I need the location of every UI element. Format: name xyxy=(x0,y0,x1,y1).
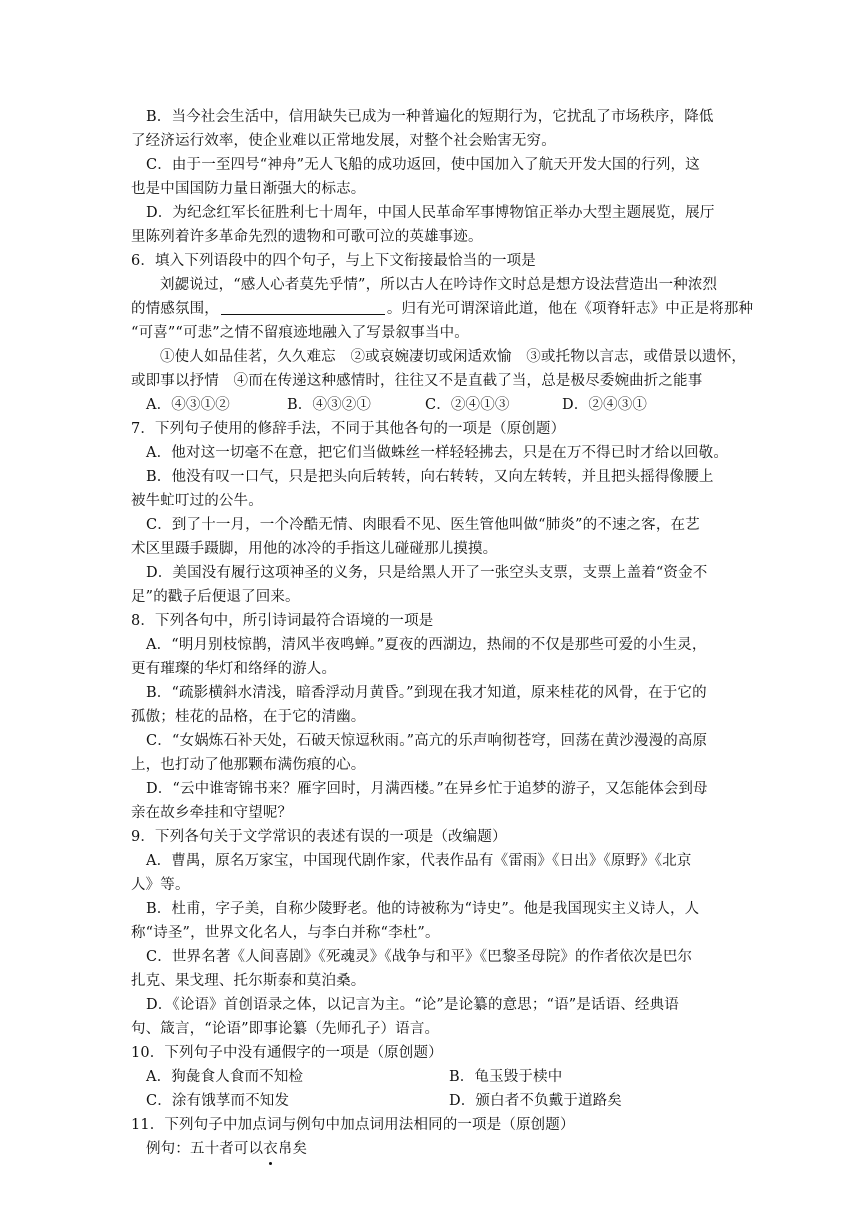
example-text: 帛矣 xyxy=(277,1141,308,1157)
q6-stem: 6．填入下列语段中的四个句子，与上下文衔接最恰当的一项是 xyxy=(131,253,536,269)
answer-blank xyxy=(221,300,385,315)
q6-passage-line1: 刘勰说过，“感人心者莫先乎情”，所以古人在吟诗作文时总是想方设法营造出一种浓烈 xyxy=(160,277,718,293)
q8-option-d-line1: D．“云中谁寄锦书来？雁字回时，月满西楼。”在异乡忙于追梦的游子，又怎能体会到母 xyxy=(146,781,708,797)
q8-stem: 8．下列各句中，所引诗词最符合语境的一项是 xyxy=(131,613,434,629)
q6-option-d: D．②④③① xyxy=(562,397,648,413)
q8-option-b-line1: B．“疏影横斜水清浅，暗香浮动月黄昏。”到现在我才知道，原来桂花的风骨，在于它的 xyxy=(146,685,707,701)
q7-option-b-line2: 被牛虻叮过的公牛。 xyxy=(131,493,263,509)
dotted-word: 衣 xyxy=(263,1141,278,1157)
q5-option-c-line1: C．由于一至四号“神舟”无人飞船的成功返回，使中国加入了航天开发大国的行列，这 xyxy=(146,157,700,173)
q6-sentences-line1: ①使人如品佳茗，久久难忘 ②或哀婉凄切或闲适欢愉 ③或托物以言志，或借景以遗怀， xyxy=(160,349,746,365)
q6-option-a: A．④③①② xyxy=(146,397,230,413)
q8-option-d-line2: 亲在故乡牵挂和守望呢？ xyxy=(131,805,293,821)
q7-stem: 7．下列句子使用的修辞手法，不同于其他各句的一项是（原创题） xyxy=(131,421,566,437)
q10-option-c: C．涂有饿莩而不知发 xyxy=(146,1093,290,1109)
q8-option-a-line2: 更有璀璨的华灯和络绎的游人。 xyxy=(131,661,337,677)
q7-option-c-line2: 术区里蹑手蹑脚，用他的冰冷的手指这儿碰碰那儿摸摸。 xyxy=(131,541,498,557)
q9-option-c-line1: C．世界名著《人间喜剧》《死魂灵》《战争与和平》《巴黎圣母院》的作者依次是巴尔 xyxy=(146,949,693,965)
q5-option-b-line2: 了经济运行效率，使企业难以正常地发展，对整个社会贻害无穷。 xyxy=(131,133,556,149)
q8-option-c-line1: C．“女娲炼石补天处，石破天惊逗秋雨。”高亢的乐声响彻苍穹，回荡在黄沙漫漫的高原 xyxy=(146,733,708,749)
q5-option-c-line2: 也是中国国防力量日渐强大的标志。 xyxy=(131,181,366,197)
q9-option-b-line2: 称“诗圣”，世界文化名人，与李白并称“李杜”。 xyxy=(131,925,440,941)
q5-option-d-line1: D．为纪念红军长征胜利七十周年，中国人民革命军事博物馆正举办大型主题展览，展厅 xyxy=(146,205,715,221)
q9-stem: 9．下列各句关于文学常识的表述有误的一项是（改编题） xyxy=(131,829,507,845)
q11-example xyxy=(146,1139,307,1159)
q6-passage-line3: “可喜”“可悲”之情不留痕迹地融入了写景叙事当中。 xyxy=(131,325,469,341)
q7-option-a: A．他对这一切毫不在意，把它们当做蛛丝一样轻轻拂去，只是在万不得已时才给以回敬。 xyxy=(146,445,728,461)
q6-option-b: B．④③②① xyxy=(287,397,372,413)
q10-option-b: B．龟玉毁于椟中 xyxy=(449,1069,563,1085)
q6-option-c: C．②④①③ xyxy=(425,397,510,413)
q9-option-b-line1: B．杜甫，字子美，自称少陵野老。他的诗被称为“诗史”。他是我国现实主义诗人，人 xyxy=(146,901,700,917)
q8-option-c-line2: 上，也打动了他那颗布满伤痕的心。 xyxy=(131,757,366,773)
example-text: 例句：五十者可以 xyxy=(146,1141,264,1157)
q9-option-a-line1: A．曹禺，原名万家宝，中国现代剧作家，代表作品有《雷雨》《日出》《原野》《北京 xyxy=(146,853,692,869)
q5-option-d-line2: 里陈列着许多革命先烈的遗物和可歌可泣的英雄事迹。 xyxy=(131,229,483,245)
q8-option-a-line1: A．“明月别枝惊鹊，清风半夜鸣蝉。”夏夜的西湖边，热闹的不仅是那些可爱的小生灵， xyxy=(146,637,707,653)
q10-stem: 10．下列句子中没有通假字的一项是（原创题） xyxy=(131,1045,443,1061)
q11-stem: 11．下列句子中加点词与例句中加点词用法相同的一项是（原创题） xyxy=(131,1117,575,1133)
q9-option-d-line2: 句、箴言，“论语”即事论纂（先师孔子）语言。 xyxy=(131,1021,440,1037)
q7-option-d-line1: D．美国没有履行这项神圣的义务，只是给黑人开了一张空头支票，支票上盖着“资金不 xyxy=(146,565,708,581)
q7-option-d-line2: 足”的戳子后便退了回来。 xyxy=(131,589,300,605)
passage-text: 的情感氛围， xyxy=(131,301,219,317)
q7-option-b-line1: B．他没有叹一口气，只是把头向后转转，向右转转，又向左转转，并且把头摇得像腰上 xyxy=(146,469,714,485)
q6-sentences-line2: 或即事以抒情 ④而在传递这种感情时，往往又不是直截了当，总是极尽委婉曲折之能事 xyxy=(131,373,703,389)
q9-option-d-line1: D．《论语》首创语录之体，以记言为主。“论”是论纂的意思；“语”是话语、经典语 xyxy=(146,997,679,1013)
q8-option-b-line2: 孤傲；桂花的品格，在于它的清幽。 xyxy=(131,709,366,725)
q9-option-c-line2: 扎克、果戈理、托尔斯泰和莫泊桑。 xyxy=(131,973,366,989)
q10-option-d: D．颁白者不负戴于道路矣 xyxy=(449,1093,622,1109)
q5-option-b-line1: B．当今社会生活中，信用缺失已成为一种普遍化的短期行为，它扰乱了市场秩序，降低 xyxy=(146,109,714,125)
passage-text: 。归有光可谓深谙此道，他在《项脊轩志》中正是将那种 xyxy=(386,301,754,317)
q10-option-a: A．狗彘食人食而不知检 xyxy=(146,1069,304,1085)
q7-option-c-line1: C．到了十一月，一个冷酷无情、肉眼看不见、医生管他叫做“肺炎”的不速之客，在艺 xyxy=(146,517,700,533)
q6-passage-line2 xyxy=(131,299,753,319)
q9-option-a-line2: 人》等。 xyxy=(131,877,190,893)
